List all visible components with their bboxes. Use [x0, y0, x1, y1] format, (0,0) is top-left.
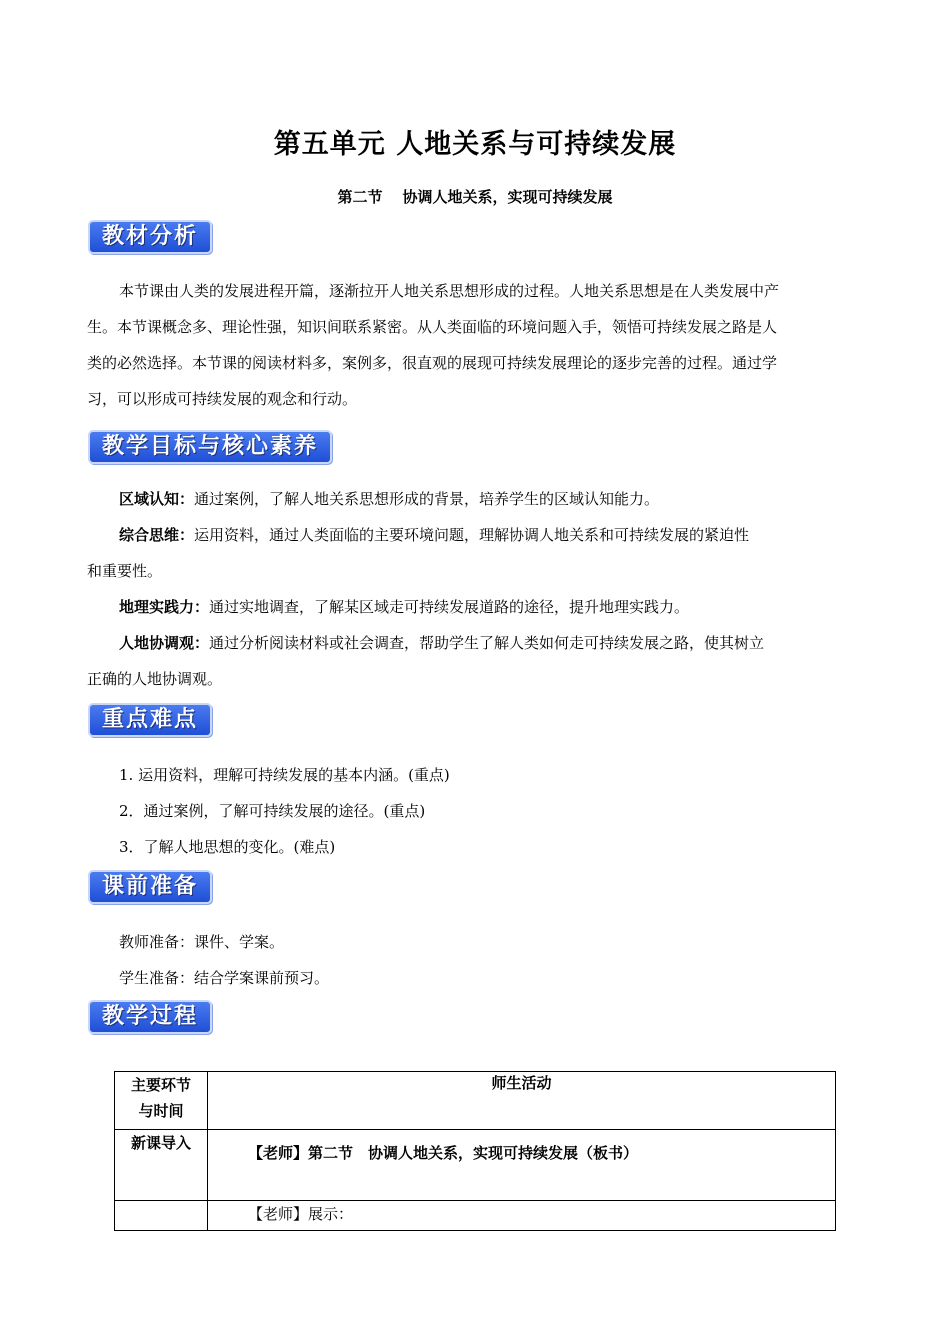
- analysis-paragraph: [87, 273, 863, 417]
- goal-region-label: 区域认知：: [119, 490, 195, 508]
- header-stage: 主要环节: [130, 1076, 191, 1094]
- row-stage: 新课导入: [115, 1130, 208, 1201]
- goal-harmony-cont: 正确的人地协调观。: [87, 670, 223, 688]
- prep-teacher: 教师准备：课件、学案。: [119, 933, 285, 951]
- section-subtitle: [0, 186, 950, 207]
- goals-list: [87, 481, 863, 697]
- keypoint-item: 1. 运用资料，理解可持续发展的基本内涵。(重点): [119, 766, 450, 784]
- header-time: 与时间: [138, 1102, 184, 1120]
- badge-analysis: 教材分析: [88, 220, 212, 254]
- analysis-line-1: 本节课由人类的发展进程开篇，逐渐拉开人地关系思想形成的过程。人地关系思想是在人类发展中产: [119, 282, 780, 300]
- badge-process: 教学过程: [88, 1000, 212, 1034]
- subtitle-topic: 协调人地关系，实现可持续发展: [402, 188, 613, 206]
- badge-goals: 教学目标与核心素养: [88, 430, 332, 464]
- prep-list: [87, 924, 863, 996]
- process-table: [114, 1071, 836, 1231]
- goal-region-text: 通过案例，了解人地关系思想形成的背景，培养学生的区域认知能力。: [194, 490, 660, 508]
- goal-harmony-label: 人地协调观：: [119, 634, 210, 652]
- goal-synthesis: [87, 517, 863, 553]
- analysis-line-4: 习，可以形成可持续发展的观念和行动。: [87, 390, 358, 408]
- page-title: 第五单元 人地关系与可持续发展: [273, 129, 677, 160]
- goal-practice-text: 通过实地调查，了解某区域走可持续发展道路的途径，提升地理实践力。: [209, 598, 690, 616]
- table-row: [115, 1201, 836, 1231]
- badge-prep: 课前准备: [88, 870, 212, 904]
- goal-harmony: [87, 625, 863, 661]
- keypoints-list: [87, 757, 863, 865]
- header-stage-time: [115, 1072, 208, 1130]
- row-activity: 【老师】第二节 协调人地关系，实现可持续发展（板书）: [208, 1130, 836, 1201]
- row-stage: [115, 1201, 208, 1231]
- keypoint-item: 2．通过案例，了解可持续发展的途径。(重点): [119, 802, 426, 820]
- goal-practice: [87, 589, 863, 625]
- badge-keypoints: 重点难点: [88, 703, 212, 737]
- table-header-row: [115, 1072, 836, 1130]
- goal-synthesis-label: 综合思维：: [119, 526, 195, 544]
- goal-region: [87, 481, 863, 517]
- header-activities: 师生活动: [208, 1072, 836, 1130]
- goal-synthesis-text: 运用资料，通过人类面临的主要环境问题，理解协调人地关系和可持续发展的紧迫性: [194, 526, 750, 544]
- analysis-line-2: 生。本节课概念多、理论性强，知识间联系紧密。从人类面临的环境问题入手，领悟可持续发展之路是人: [87, 318, 778, 336]
- table-row: [115, 1130, 836, 1201]
- goal-harmony-text: 通过分析阅读材料或社会调查，帮助学生了解人类如何走可持续发展之路，使其树立: [209, 634, 765, 652]
- keypoint-item: 3．了解人地思想的变化。(难点): [119, 838, 336, 856]
- subtitle-section: 第二节: [337, 188, 383, 206]
- goal-synthesis-cont: 和重要性。: [87, 562, 163, 580]
- row-activity: 【老师】展示：: [208, 1201, 836, 1231]
- analysis-line-3: 类的必然选择。本节课的阅读材料多，案例多，很直观的展现可持续发展理论的逐步完善的过程。通过学: [87, 354, 778, 372]
- goal-practice-label: 地理实践力：: [119, 598, 210, 616]
- prep-student: 学生准备：结合学案课前预习。: [119, 969, 330, 987]
